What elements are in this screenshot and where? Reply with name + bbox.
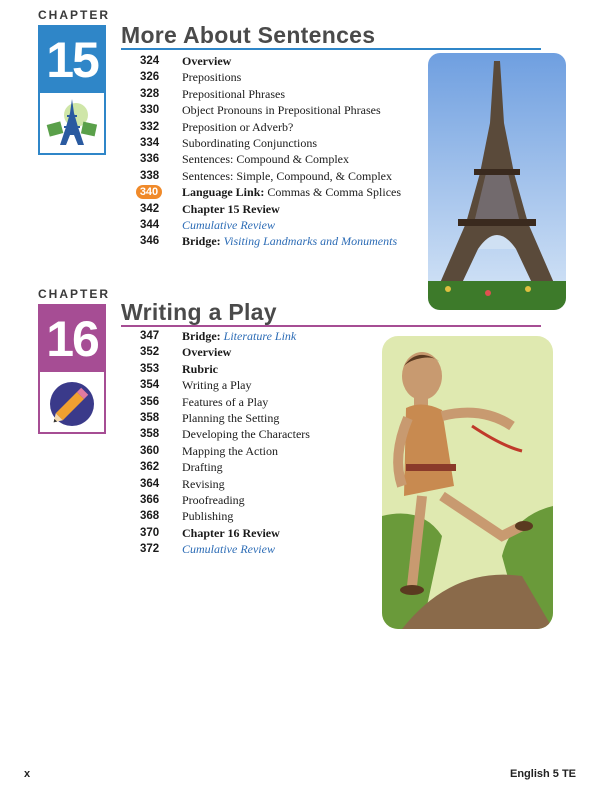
entry-prefix: Bridge: <box>182 329 221 343</box>
toc-entry <box>140 86 430 102</box>
entry-text <box>182 443 278 459</box>
toc-entry <box>140 361 380 377</box>
entry-text <box>182 361 218 377</box>
entry-text <box>182 525 280 541</box>
play-character-illustration <box>382 336 553 629</box>
toc-entry <box>140 508 380 524</box>
entry-title: Publishing <box>182 509 234 524</box>
entry-text <box>182 328 296 344</box>
toc-entry <box>140 217 430 233</box>
entry-text <box>182 53 231 69</box>
page-number: 356 <box>140 395 160 408</box>
entry-text <box>182 217 275 233</box>
chapter-15-title: More About Sentences <box>121 22 376 48</box>
page-number: 358 <box>140 411 160 424</box>
toc-entry <box>140 168 430 184</box>
entry-text <box>182 233 397 249</box>
page-number: 336 <box>140 153 160 166</box>
toc-entry <box>140 184 430 200</box>
page-number: 326 <box>140 71 160 84</box>
eiffel-tower-icon <box>40 93 104 153</box>
toc-entry <box>140 410 380 426</box>
page-number: 372 <box>140 543 160 556</box>
chapter-16-badge <box>38 304 106 434</box>
page-number: 347 <box>140 330 160 342</box>
chapter-16-title: Writing a Play <box>121 299 277 325</box>
page-number: 332 <box>140 120 160 133</box>
entry-prefix: Language Link: <box>182 185 265 200</box>
entry-text <box>182 201 280 217</box>
chapter-16-number: 16 <box>40 306 104 372</box>
page-number: 330 <box>140 104 160 117</box>
entry-text <box>182 492 245 508</box>
page-number: 362 <box>140 461 160 474</box>
entry-title: Overview <box>182 345 232 360</box>
entry-title: Mapping the Action <box>182 443 278 458</box>
entry-text <box>182 151 349 167</box>
entry-title: Object Pronouns in Prepositional Phrases <box>182 103 381 118</box>
toc-entry <box>140 328 380 344</box>
book-title: English 5 TE <box>509 768 576 780</box>
entry-title: Drafting <box>182 460 223 475</box>
chapter-15-rule <box>121 48 541 50</box>
toc-entry <box>140 459 380 475</box>
entry-text <box>182 508 233 524</box>
toc-entry <box>140 102 430 118</box>
entry-title: Preposition or Adverb? <box>182 119 294 134</box>
entry-title: Developing the Characters <box>182 427 310 442</box>
chapter-15-badge <box>38 25 106 155</box>
chapter-16-label: CHAPTER <box>38 287 111 301</box>
toc-entry <box>140 201 430 217</box>
toc-entry <box>140 69 430 85</box>
page-number: 334 <box>140 136 160 149</box>
entry-title: Rubric <box>182 361 218 376</box>
page-number: 344 <box>140 218 160 231</box>
toc-entry <box>140 476 380 492</box>
page-number: 358 <box>140 428 160 441</box>
entry-text <box>182 69 241 85</box>
page-number: 364 <box>140 477 160 490</box>
toc-entry <box>140 525 380 541</box>
entry-link[interactable]: Cumulative Review <box>182 217 275 232</box>
pencil-icon <box>40 372 104 432</box>
entry-title: Sentences: Simple, Compound, & Complex <box>182 168 392 183</box>
entry-title: Proofreading <box>182 492 245 507</box>
entry-title: Commas & Comma Splices <box>267 185 402 200</box>
toc-entry <box>140 135 430 151</box>
entry-text <box>182 394 268 410</box>
toc-entry <box>140 394 380 410</box>
entry-text <box>182 410 279 426</box>
toc-entry <box>140 233 430 249</box>
page-marker: x <box>24 768 31 780</box>
entry-text <box>182 86 285 102</box>
entry-title: Sentences: Compound & Complex <box>182 152 349 167</box>
page-number: 370 <box>140 526 160 539</box>
entry-text <box>182 184 401 200</box>
entry-link[interactable]: Visiting Landmarks and Monuments <box>223 234 398 249</box>
entry-title: Revising <box>182 476 225 491</box>
entry-title: Planning the Setting <box>182 410 280 425</box>
entry-title: Writing a Play <box>182 378 252 393</box>
chapter-16-toc <box>140 328 380 557</box>
toc-entry <box>140 541 380 557</box>
chapter-15-number: 15 <box>40 27 104 93</box>
entry-text <box>182 377 252 393</box>
entry-prefix: Bridge: <box>182 234 221 249</box>
page-number: 346 <box>140 235 160 248</box>
toc-entry <box>140 53 430 69</box>
entry-title: Prepositional Phrases <box>182 86 285 101</box>
entry-link[interactable]: Literature Link <box>223 329 297 343</box>
entry-text <box>182 426 310 442</box>
entry-text <box>182 344 231 360</box>
entry-link[interactable]: Cumulative Review <box>182 542 275 557</box>
toc-entry <box>140 426 380 442</box>
entry-title: Chapter 15 Review <box>182 201 280 216</box>
toc-entry <box>140 151 430 167</box>
entry-text <box>182 119 293 135</box>
chapter-15-label: CHAPTER <box>38 8 111 22</box>
entry-text <box>182 168 392 184</box>
entry-text <box>182 102 381 118</box>
toc-entry <box>140 377 380 393</box>
page-number: 342 <box>140 202 160 215</box>
toc-entry <box>140 119 430 135</box>
entry-title: Chapter 16 Review <box>182 525 280 540</box>
toc-entry <box>140 492 380 508</box>
page-number: 324 <box>140 55 160 67</box>
entry-title: Overview <box>182 54 232 68</box>
toc-entry <box>140 443 380 459</box>
eiffel-tower-photo <box>428 53 566 310</box>
page-number: 368 <box>140 510 160 523</box>
page-number: 366 <box>140 493 160 506</box>
page-number-badge: 340 <box>136 185 162 199</box>
page-number: 360 <box>140 444 160 457</box>
entry-text <box>182 135 317 151</box>
page-number: 338 <box>140 169 160 182</box>
toc-entry <box>140 344 380 360</box>
page-number: 352 <box>140 346 160 359</box>
chapter-15-toc <box>140 53 430 250</box>
entry-title: Subordinating Conjunctions <box>182 135 317 150</box>
entry-title: Prepositions <box>182 70 242 85</box>
page-number: 328 <box>140 87 160 100</box>
entry-text <box>182 541 275 557</box>
entry-text <box>182 459 223 475</box>
page-number: 353 <box>140 362 160 375</box>
page-number: 354 <box>140 379 160 392</box>
entry-title: Features of a Play <box>182 394 269 409</box>
chapter-16-rule <box>121 325 541 327</box>
entry-text <box>182 476 225 492</box>
